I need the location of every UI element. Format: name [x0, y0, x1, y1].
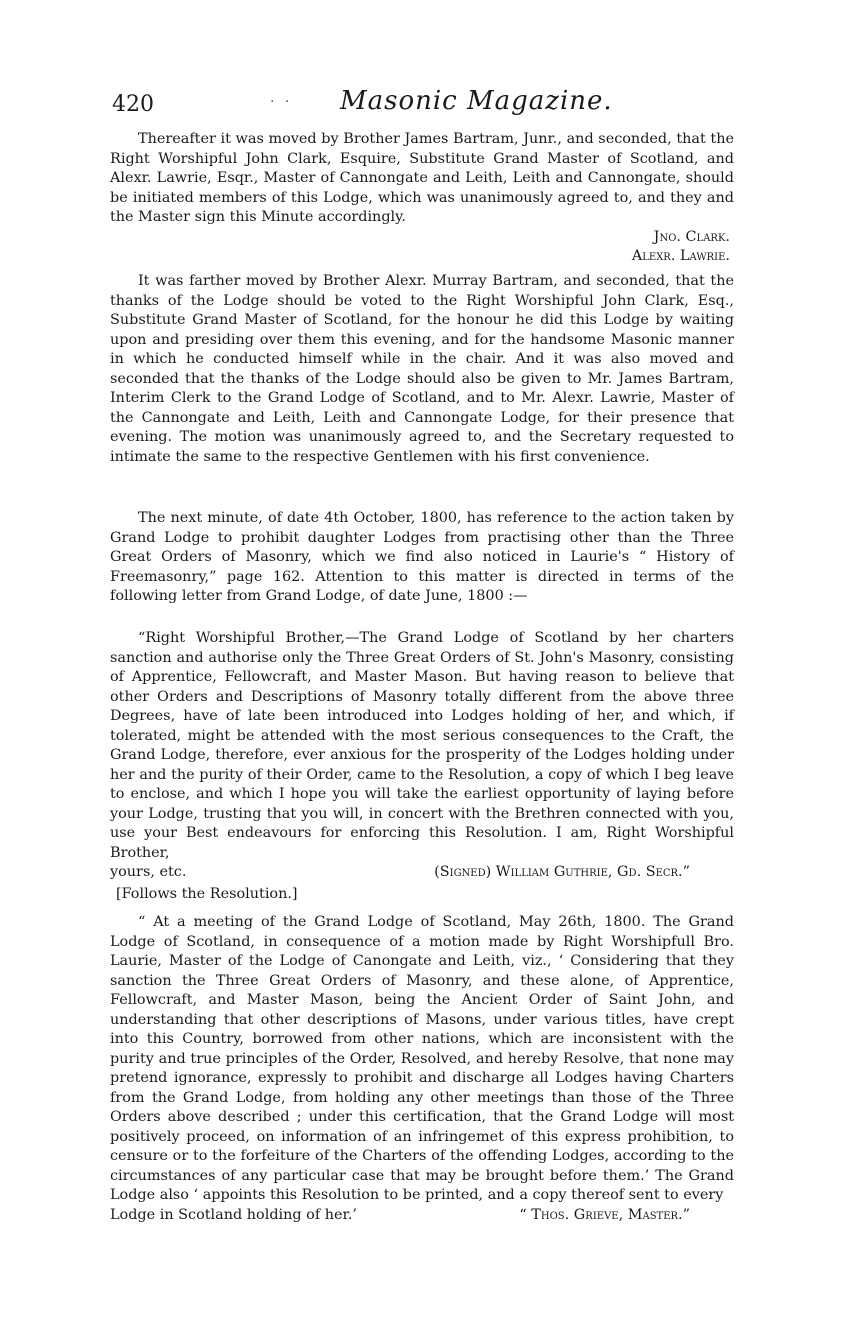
page-header — [112, 84, 742, 124]
grand-lodge-letter — [110, 629, 734, 883]
minute-paragraph-next — [110, 509, 734, 607]
header-separator: . . — [270, 90, 293, 106]
minute-paragraph-thanks — [110, 272, 734, 467]
letter-closing-line — [110, 863, 734, 883]
signature-clark: Jno. Clark. — [653, 228, 730, 245]
resolution-closing: Lodge in Scotland holding of her.’ — [110, 1206, 357, 1223]
letter-closing: yours, etc. — [110, 864, 187, 880]
letter-signature: (Signed) William Guthrie, Gd. Secr.” — [434, 864, 690, 880]
paragraph-1: Thereafter it was moved by Brother James Bartram, Junr., and seconded, that the Right Worshipful John Clark, Esquire, Substitute Grand Master of Scotland, and Alexr. Lawrie, Esqr., Master of Cannongate and Leith, Leith and Cannongate, should be initiated members of this Lodge, which was unanimously agreed to, and they and the Master sign this Minute accordingly. — [110, 131, 734, 225]
page-number: 420 — [112, 92, 154, 117]
running-title: Masonic Magazine. — [340, 86, 613, 116]
resolution-closing-line — [110, 1206, 734, 1226]
resolution-text — [110, 913, 734, 1225]
minute-paragraph-initiation — [110, 130, 734, 266]
paragraph-4: “Right Worshipful Brother,—The Grand Lodge of Scotland by her charters sanction and authorise only the Three Great Orders of St. John's Masonry, consisting of Apprentice, Fellowcraft, and Master Mason. But having reason to believe that other Orders and Descriptions of Masonry totally different from the above three Degrees, have of late been introduced into Lodges holding of her, and which, if tolerated, might be attended with the most serious consequences to the Craft, the Grand Lodge, therefore, ever anxious for the prosperity of the Lodges holding under her and the purity of their Order, came to the Resolution, a copy of which I beg leave to enclose, and which I hope you will take the earliest opportunity of laying before your Lodge, trusting that you will, in concert with the Brethren connected with you, use your Best endeavours for enforcing this Resolution. I am, Right Worshipful Brother, — [110, 630, 734, 861]
paragraph-5: “ At a meeting of the Grand Lodge of Scotland, May 26th, 1800. The Grand Lodge of Scotland, in consequence of a motion made by Right Worshipfull Bro. Laurie, Master of the Lodge of Canongate and Leith, viz., ‘ Considering that they sanction the Three Great Orders of Masonry, and these alone, of Apprentice, Fellowcraft, and Master Mason, being the Ancient Order of Saint John, and understanding that other descriptions of Masons, under various titles, have crept into this Country, borrowed from other nations, which are inconsistent with the purity and true principles of the Order, Resolved, and hereby Resolve, that none may pretend ignorance, expressly to prohibit and discharge all Lodges having Charters from the Grand Lodge, from holding any other meetings than those of the Three Orders above described ; under this certification, that the Grand Lodge will most positively proceed, on information of an infringemet of this express prohibition, to censure or to the forfeiture of the Charters of the offending Lodges, according to the circumstances of any particular case that may be brought before them.’ The Grand Lodge also ‘ appoints this Resolution to be printed, and a copy thereof sent to every — [110, 914, 734, 1203]
follows-note: [Follows the Resolution.] — [116, 886, 298, 902]
signature-lawrie: Alexr. Lawrie. — [631, 247, 730, 264]
paragraph-3: The next minute, of date 4th October, 1800, has reference to the action taken by Grand Lodge to prohibit daughter Lodges from practising other than the Three Great Orders of Masonry, which we find also noticed in Laurie's “ History of Freemasonry,” page 162. Attention to this matter is directed in terms of the following letter from Grand Lodge, of date June, 1800 :— — [110, 510, 734, 604]
resolution-signature: “ Thos. Grieve, Master.” — [519, 1206, 690, 1223]
paragraph-2: It was farther moved by Brother Alexr. Murray Bartram, and seconded, that the thanks of the Lodge should be voted to the Right Worshipful John Clark, Esq., Substitute Grand Master of Scotland, for the honour he did this Lodge by waiting upon and presiding over them this evening, and for the handsome Masonic manner in which he conducted himself while in the chair. And it was also moved and seconded that the thanks of the Lodge should also be given to Mr. James Bartram, Interim Clerk to the Grand Lodge of Scotland, and to Mr. Alexr. Lawrie, Master of the Cannongate and Leith, Leith and Cannongate Lodge, for their presence that evening. The motion was unanimously agreed to, and the Secretary requested to intimate the same to the respective Gentlemen with his first convenience. — [110, 273, 734, 465]
